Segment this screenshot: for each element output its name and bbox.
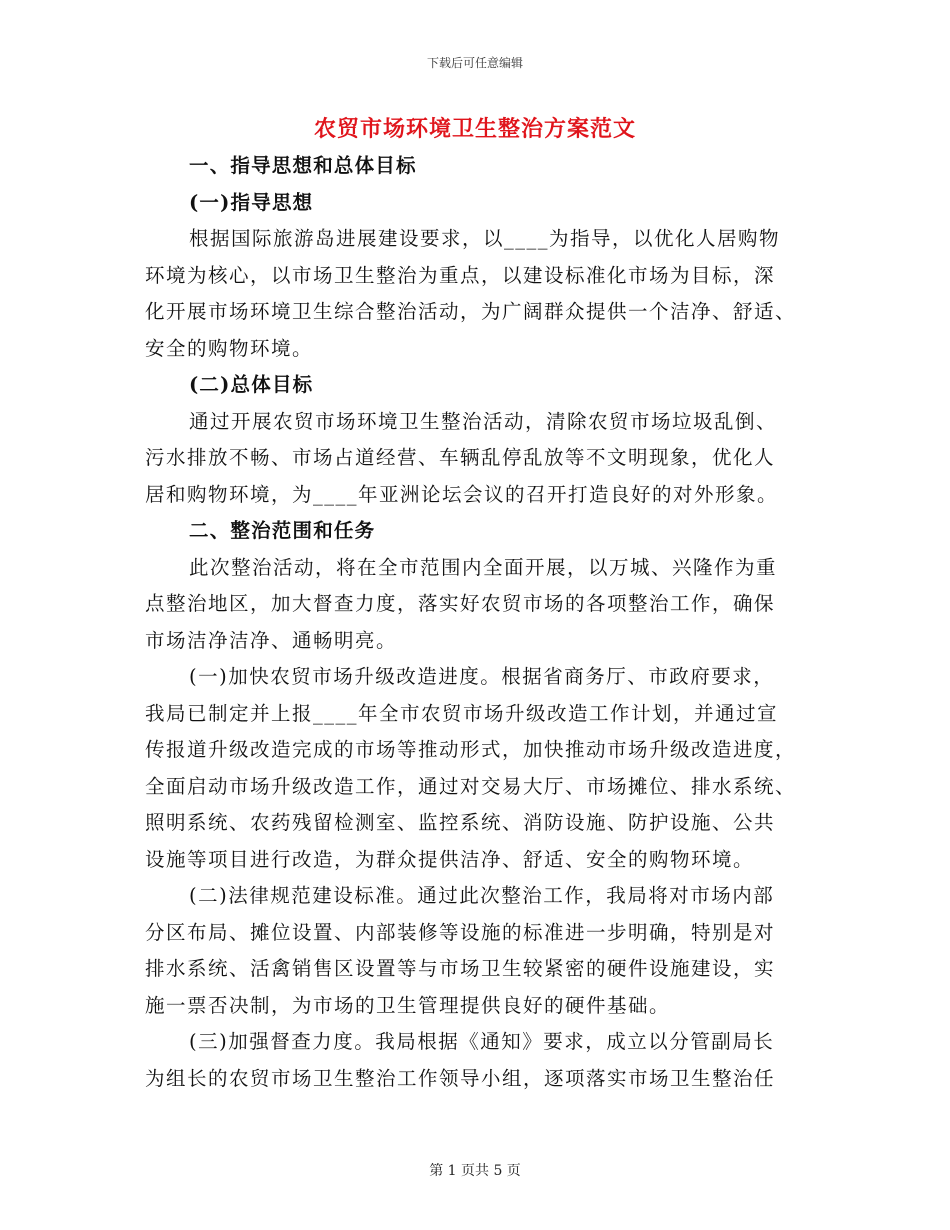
paragraph-line: 全面启动市场升级改造工作，通过对交易大厅、市场摊位、排水系统、 [145, 774, 797, 798]
page-header-note: 下载后可任意编辑 [426, 56, 523, 70]
paragraph-line: 施一票否决制，为市场的卫生管理提供良好的硬件基础。 [145, 993, 671, 1017]
paragraph-line: 设施等项目进行改造，为群众提供洁净、舒适、安全的购物环境。 [145, 847, 755, 871]
page-number: 第 1 页共 5 页 [429, 1163, 521, 1179]
section-heading-2: 二、整治范围和任务 [189, 519, 376, 542]
paragraph-line: 通过开展农贸市场环境卫生整治活动，清除农贸市场垃圾乱倒、 [189, 409, 778, 433]
paragraph-line: 为组长的农贸市场卫生整治工作领导小组，逐项落实市场卫生整治任 [145, 1066, 776, 1090]
paragraph-line: 点整治地区，加大督查力度，落实好农贸市场的各项整治工作，确保 [145, 592, 776, 615]
paragraph-line: 传报道升级改造完成的市场等推动形式，加快推动市场升级改造进度， [145, 738, 797, 761]
paragraph-line: (一)加快农贸市场升级改造进度。根据省商务厅、市政府要求， [189, 665, 775, 688]
paragraph-line: 根据国际旅游岛进展建设要求，以____为指导，以优化人居购物 [189, 227, 781, 250]
paragraph-line: 此次整治活动，将在全市范围内全面开展，以万城、兴隆作为重 [189, 555, 778, 579]
subsection-heading-goal: (二)总体目标 [189, 373, 314, 396]
paragraph-line: 居和购物环境，为____年亚洲论坛会议的召开打造良好的对外形象。 [145, 482, 779, 506]
subsection-heading-guiding: (一)指导思想 [189, 190, 314, 214]
paragraph-line: 排水系统、活禽销售区设置等与市场卫生较紧密的硬件设施建设，实 [145, 957, 776, 980]
paragraph-line: 化开展市场环境卫生综合整治活动，为广阔群众提供一个洁净、舒适、 [145, 300, 797, 323]
paragraph-line: 环境为核心，以市场卫生整治为重点，以建设标准化市场为目标，深 [145, 263, 776, 287]
paragraph-line: 照明系统、农药残留检测室、监控系统、消防设施、防护设施、公共 [145, 811, 776, 834]
paragraph-line: 污水排放不畅、市场占道经营、车辆乱停乱放等不文明现象，优化人 [145, 446, 776, 469]
section-heading-1: 一、指导思想和总体目标 [189, 154, 417, 177]
paragraph-line: (二)法律规范建设标准。通过此次整治工作，我局将对市场内部 [189, 884, 775, 907]
paragraph-line: 我局已制定并上报____年全市农贸市场升级改造工作计划，并通过宣 [145, 701, 779, 725]
document-body [145, 148, 810, 1097]
document-title: 农贸市场环境卫生整治方案范文 [313, 116, 636, 142]
paragraph-line: 分区布局、摊位设置、内部装修等设施的标准进一步明确，特别是对 [145, 920, 776, 944]
paragraph-line: 安全的购物环境。 [145, 336, 314, 360]
paragraph-line: 市场洁净洁净、通畅明亮。 [145, 628, 398, 652]
paragraph-line: (三)加强督查力度。我局根据《通知》要求，成立以分管副局长 [189, 1030, 775, 1053]
